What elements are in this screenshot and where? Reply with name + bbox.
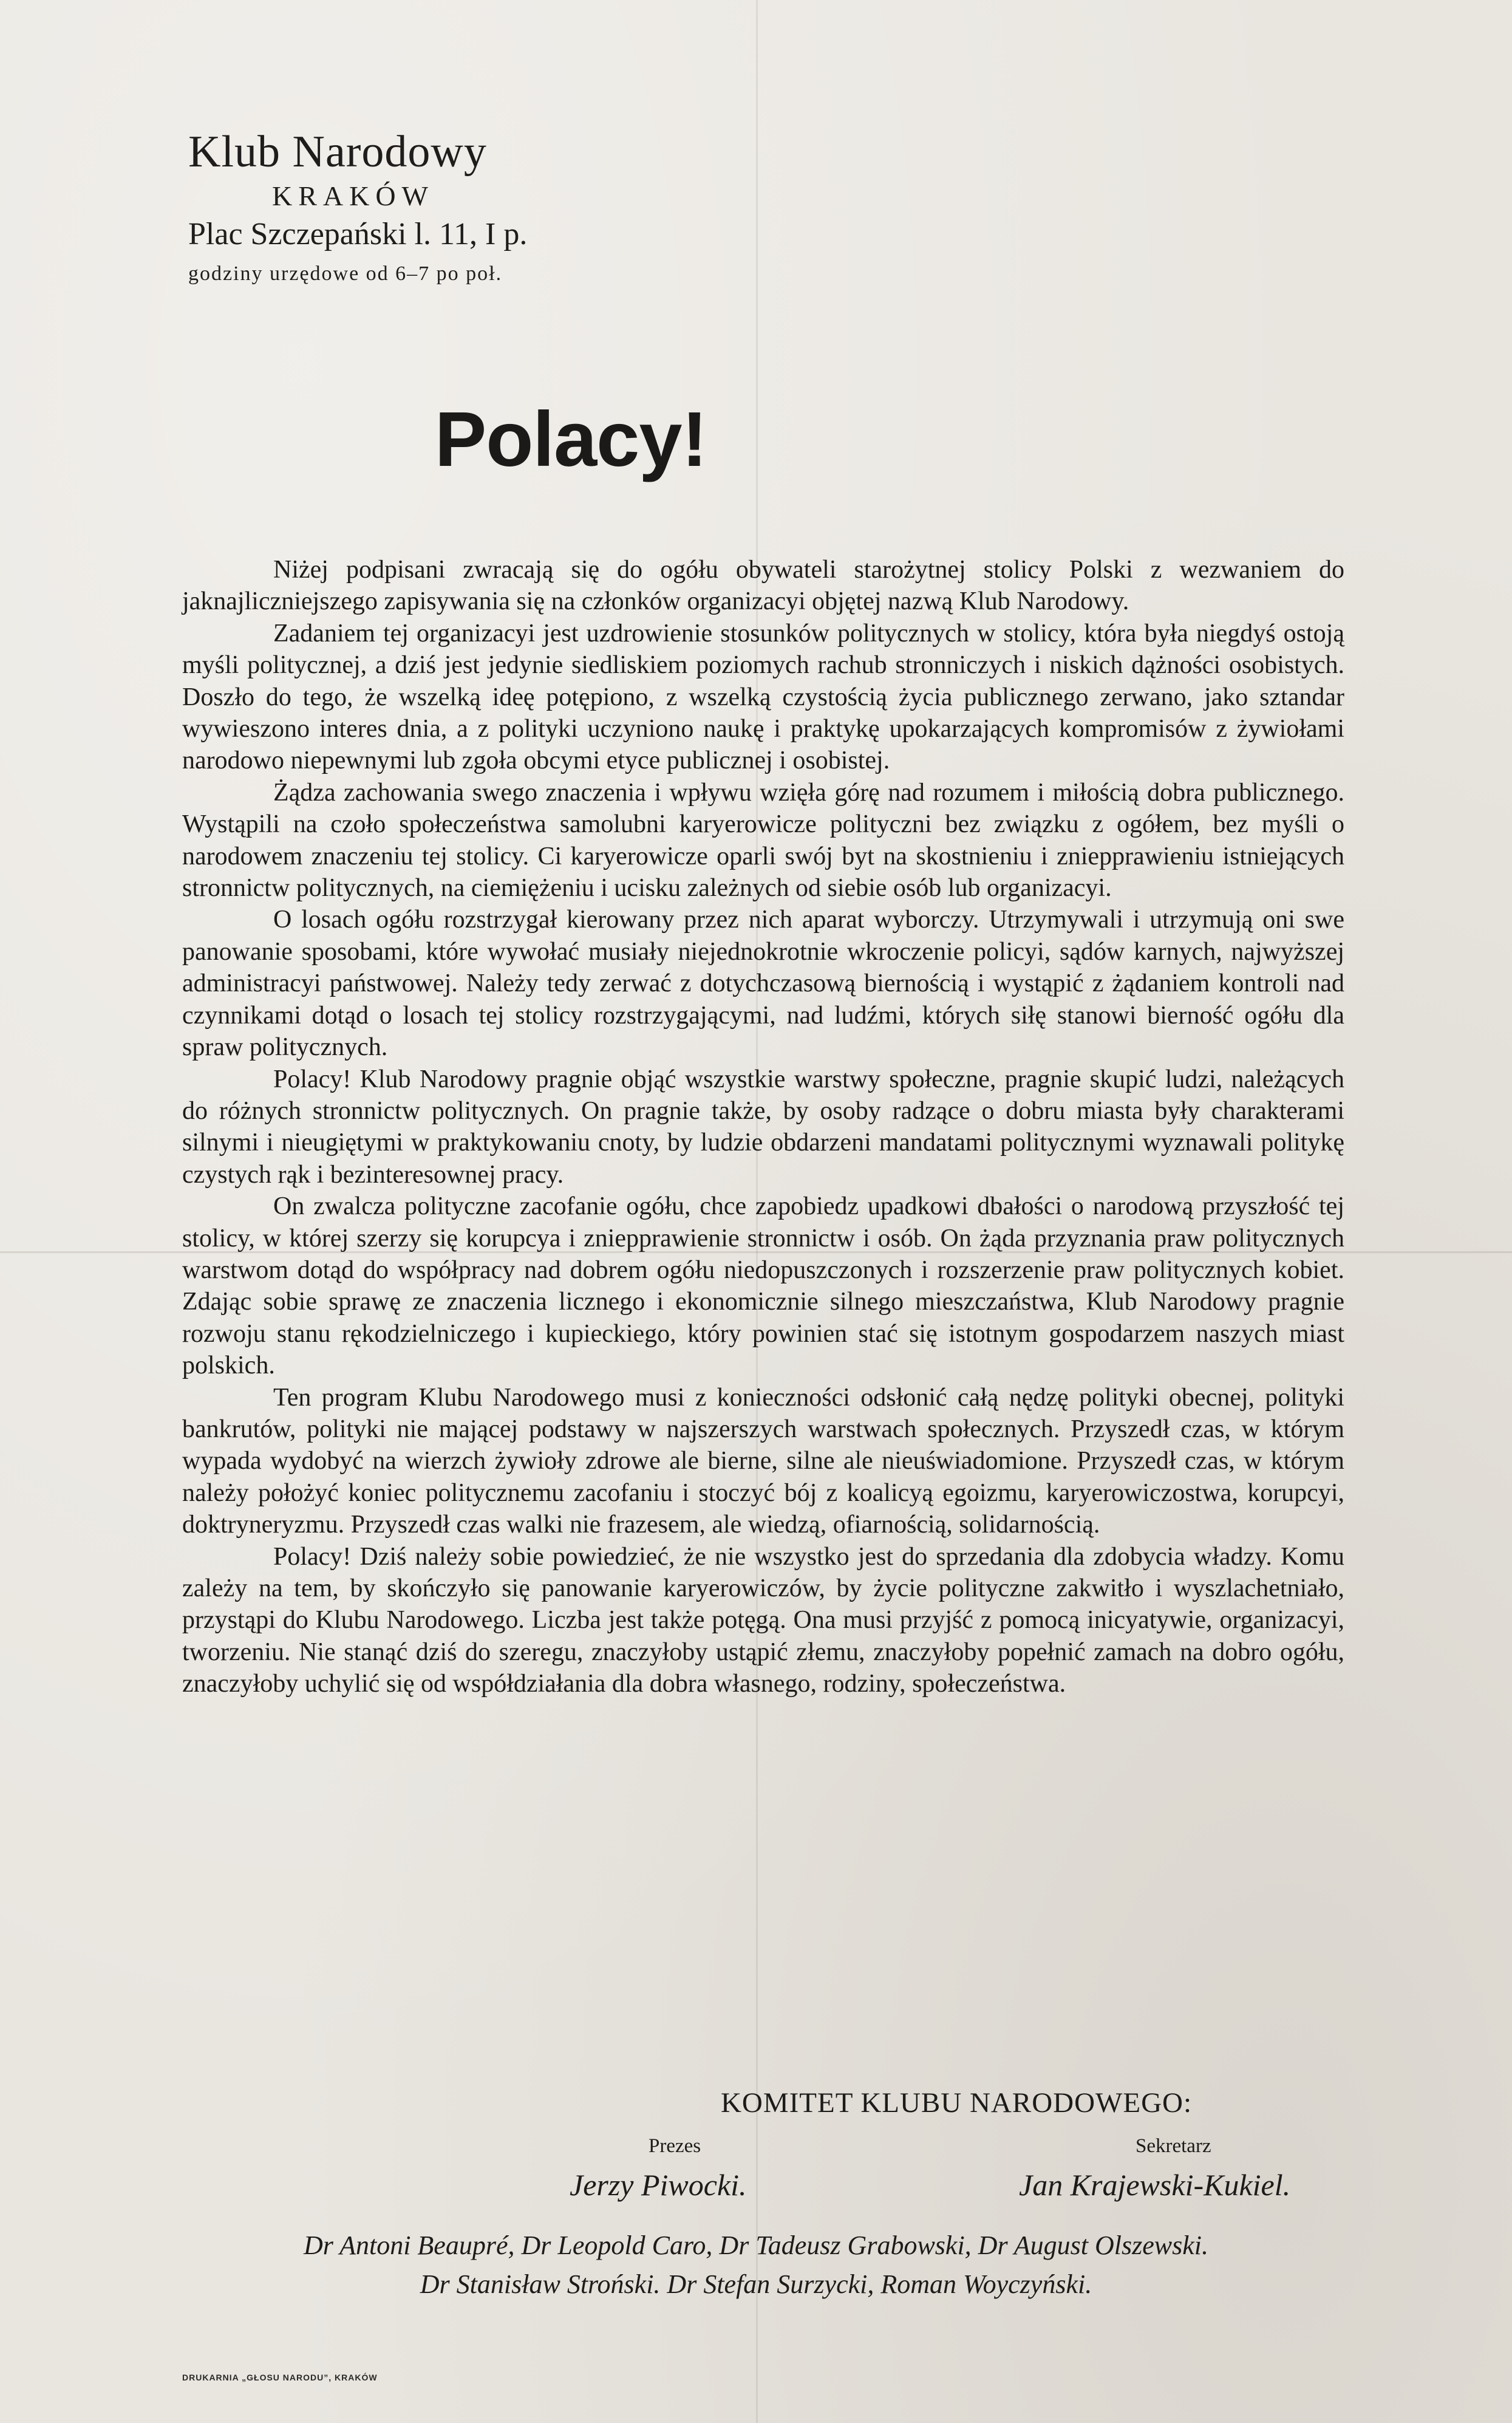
committee-members: [152, 2226, 1360, 2304]
proclamation-title: Polacy!: [434, 396, 707, 483]
proclamation-body: [182, 554, 1344, 1700]
committee-heading: KOMITET KLUBU NARODOWEGO:: [720, 2087, 1193, 2119]
paragraph: Zadaniem tej organizacyi jest uzdrowienie stosunków politycznych w stolicy, która była niegdyś ostoją myśli politycznej, a dziś jest jedynie siedliskiem poziomych rachub stronniczych i niskich dążności osobistych. Doszło do tego, że wszelką ideę potępiono, z wszelką czystością życia publicznego zerwano, jako sztandar wywieszono interes dnia, a z polityki uczyniono naukę i praktykę upokarzających kompromisów z żywiołami narodowo niepewnymi lub zgoła obcymi etyce publicznej i osobistej.: [182, 619, 1344, 775]
secretary-label: Sekretarz: [1136, 2135, 1211, 2157]
paragraph: Niżej podpisani zwracają się do ogółu obywateli starożytnej stolicy Polski z wezwaniem do jaknajliczniejszego zapisywania się na członków organizacyi objętej nazwą Klub Narodowy.: [182, 556, 1344, 616]
president-label: Prezes: [649, 2135, 701, 2157]
secretary-name: Jan Krajewski-Kukiel.: [1019, 2168, 1291, 2202]
paragraph: Polacy! Dziś należy sobie powiedzieć, że nie wszystko jest do sprzedania dla zdobycia władzy. Komu zależy na tem, by skończyło się panowanie karyerowiczów, by życie polityczne zakwitło i wyszlachetniało, przystąpi do Klubu Narodowego. Liczba jest także potęgą. Ona musi przyjść z pomocą inicyatywie, organizacyi, tworzeniu. Nie stanąć dziś do szeregu, znaczyłoby ustąpić złemu, znaczyłoby popełnić zamach na dobro ogółu, znaczyłoby uchylić się od współdziałania dla dobra własnego, rodziny, społeczeństwa.: [182, 1542, 1344, 1698]
paragraph: Żądza zachowania swego znaczenia i wpływu wzięła górę nad rozumem i miłością dobra publicznego. Wystąpili na czoło społeczeństwa samolubni karyerowicze polityczni bez związku z ogółem, bez myśli o narodowem znaczeniu tej stolicy. Ci karyerowicze oparli swój byt na skostnieniu i zniepprawieniu istniejących stronnictw politycznych, na ciemiężeniu i ucisku zależnych od siebie osób lub organizacyi.: [182, 778, 1344, 903]
printer-imprint: DRUKARNIA „GŁOSU NARODU”, KRAKÓW: [182, 2373, 378, 2382]
members-line: Dr Stanisław Stroński. Dr Stefan Surzycki, Roman Woyczyński.: [420, 2269, 1092, 2299]
paragraph: On zwalcza polityczne zacofanie ogółu, chce zapobiedz upadkowi dbałości o narodową przyszłość tej stolicy, w której szerzy się korupcya i zniepprawienie stronnictw i osób. On żąda przyznania praw politycznych warstwom dotąd do współpracy nad dobrem ogółu niedopuszczonych i rozszerzenie praw politycznych kobiet. Zdając sobie sprawę ze znaczenia licznego i ekonomicznie silnego mieszczaństwa, Klub Narodowy pragnie rozwoju stanu rękodzielniczego i kupieckiego, który powinien stać się istotnym gospodarzem naszych miast polskich.: [182, 1192, 1344, 1380]
president-name: Jerzy Piwocki.: [570, 2168, 747, 2202]
office-hours: godziny urzędowe od 6–7 po poł.: [188, 262, 503, 285]
members-line: Dr Antoni Beaupré, Dr Leopold Caro, Dr Tadeusz Grabowski, Dr August Olszewski.: [303, 2230, 1208, 2260]
club-name: Klub Narodowy: [188, 127, 487, 177]
paragraph: Polacy! Klub Narodowy pragnie objąć wszystkie warstwy społeczne, pragnie skupić ludzi, należących do różnych stronnictw politycznych. On pragnie także, by osoby radzące o dobru miasta były charakterami silnymi i nieugiętymi w praktykowaniu cnoty, by ludzie obdarzeni mandatami politycznymi wyznawali politykę czystych rąk i bezinteresownej pracy.: [182, 1065, 1344, 1189]
club-city: KRAKÓW: [272, 180, 434, 211]
paragraph: O losach ogółu rozstrzygał kierowany przez nich aparat wyborczy. Utrzymywali i utrzymują oni swe panowanie sposobami, które wywołać musiały niejednokrotnie wkroczenie policyi, sądów karnych, najwyższej administracyi państwowej. Należy tedy zerwać z dotychczasową biernością i wystąpić z żądaniem kontroli nad czynnikami dotąd o losach tej stolicy rozstrzygającymi, nad ludźmi, których siłę stanowi bierność ogółu dla spraw politycznych.: [182, 906, 1344, 1062]
club-address: Plac Szczepański l. 11, I p.: [188, 217, 528, 251]
letterhead: [188, 125, 613, 292]
paragraph: Ten program Klubu Narodowego musi z konieczności odsłonić całą nędzę polityki obecnej, polityki bankrutów, polityki nie mającej podstawy w najszerszych warstwach społecznych. Przyszedł czas, w którym wypada wydobyć na wierzch żywioły zdrowe ale bierne, silne ale nieuświadomione. Przyszedł czas, w którym należy położyć koniec politycznemu zacofaniu i stoczyć bój z koalicyą egoizmu, karyerowiczostwa, korupcyi, doktryneryzmu. Przyszedł czas walki nie frazesem, ale wiedzą, ofiarnością, solidarnością.: [182, 1383, 1344, 1539]
